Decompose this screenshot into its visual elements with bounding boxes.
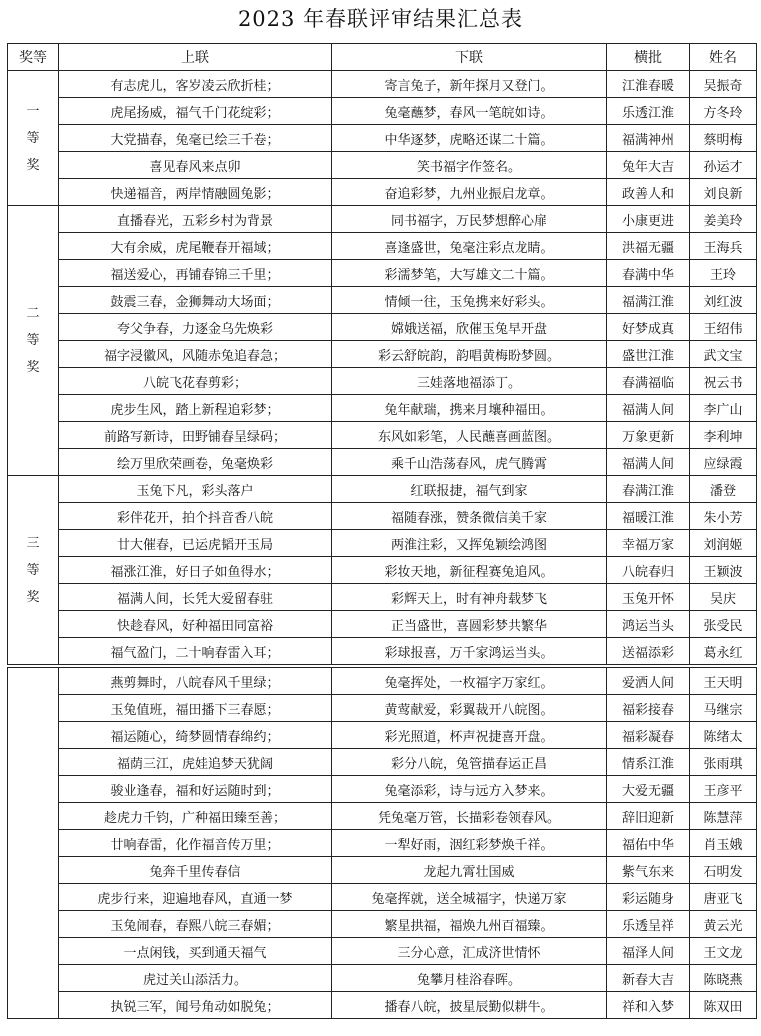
table-row bbox=[8, 611, 757, 638]
table-row bbox=[8, 476, 757, 503]
horizontal-scroll-cell: 鸿运当头 bbox=[607, 611, 690, 638]
lower-couplet-cell: 正当盛世，喜圆彩梦共繁华 bbox=[332, 611, 607, 638]
table-row bbox=[8, 368, 757, 395]
author-name-cell: 孙运才 bbox=[690, 152, 757, 179]
header-horizontal: 横批 bbox=[607, 44, 690, 71]
upper-couplet-cell: 虎步行来，迎遍地春风，直通一梦 bbox=[59, 884, 332, 911]
upper-couplet-cell: 绘万里欣荣画卷，兔毫焕彩 bbox=[59, 449, 332, 476]
lower-couplet-cell: 彩濡梦笔，大写雄文二十篇。 bbox=[332, 260, 607, 287]
author-name-cell: 陈慧萍 bbox=[690, 803, 757, 830]
table-row bbox=[8, 125, 757, 152]
lower-couplet-cell: 喜逢盛世，兔毫注彩点龙睛。 bbox=[332, 233, 607, 260]
author-name-cell: 潘登 bbox=[690, 476, 757, 503]
table-row bbox=[8, 749, 757, 776]
table-row bbox=[8, 722, 757, 749]
table-row bbox=[8, 584, 757, 611]
upper-couplet-cell: 虎过关山添活力。 bbox=[59, 965, 332, 992]
table-row bbox=[8, 530, 757, 557]
author-name-cell: 刘良新 bbox=[690, 179, 757, 206]
author-name-cell: 唐亚飞 bbox=[690, 884, 757, 911]
award-char: 等 bbox=[26, 130, 40, 146]
table-row bbox=[8, 152, 757, 179]
upper-couplet-cell: 夸父争春，力逐金乌先焕彩 bbox=[59, 314, 332, 341]
author-name-cell: 陈绪太 bbox=[690, 722, 757, 749]
horizontal-scroll-cell: 江淮春暖 bbox=[607, 71, 690, 98]
upper-couplet-cell: 有志虎儿，客岁凌云欣折桂； bbox=[59, 71, 332, 98]
table-row bbox=[8, 884, 757, 911]
lower-couplet-cell: 两淮注彩，又挥兔颖绘鸿图 bbox=[332, 530, 607, 557]
upper-couplet-cell: 执锐三军，闻号角动如脱兔； bbox=[59, 992, 332, 1019]
header-upper: 上联 bbox=[59, 44, 332, 71]
lower-couplet-cell: 兔毫添彩，诗与远方入梦来。 bbox=[332, 776, 607, 803]
lower-couplet-cell: 兔毫蘸梦，春风一笔皖如诗。 bbox=[332, 98, 607, 125]
lower-couplet-cell: 兔年献瑞，携来月壤种福田。 bbox=[332, 395, 607, 422]
author-name-cell: 马继宗 bbox=[690, 695, 757, 722]
author-name-cell: 李广山 bbox=[690, 395, 757, 422]
upper-couplet-cell: 快趁春风，好种福田同富裕 bbox=[59, 611, 332, 638]
lower-couplet-cell: 红联报捷，福气到家 bbox=[332, 476, 607, 503]
upper-couplet-cell: 骏业逢春，福和好运随时到； bbox=[59, 776, 332, 803]
lower-couplet-cell: 彩妆天地，新征程赛兔追风。 bbox=[332, 557, 607, 584]
lower-couplet-cell: 三娃落地福添丁。 bbox=[332, 368, 607, 395]
lower-couplet-cell: 凭兔毫万管，长描彩卷领春风。 bbox=[332, 803, 607, 830]
lower-couplet-cell: 三分心意，汇成济世情怀 bbox=[332, 938, 607, 965]
upper-couplet-cell: 玉兔下凡，彩头落户 bbox=[59, 476, 332, 503]
horizontal-scroll-cell: 送福添彩 bbox=[607, 638, 690, 667]
lower-couplet-cell: 彩球报喜，万千家鸿运当头。 bbox=[332, 638, 607, 667]
upper-couplet-cell: 福送爱心，再铺春锦三千里； bbox=[59, 260, 332, 287]
table-body bbox=[8, 71, 757, 1019]
award-char: 一 bbox=[26, 103, 40, 119]
upper-couplet-cell: 前路写新诗，田野铺春呈绿码； bbox=[59, 422, 332, 449]
upper-couplet-cell: 虎步生风，踏上新程追彩梦； bbox=[59, 395, 332, 422]
horizontal-scroll-cell: 乐透呈祥 bbox=[607, 911, 690, 938]
table-row bbox=[8, 695, 757, 722]
upper-couplet-cell: 大有余威，虎尾鞭春开福域； bbox=[59, 233, 332, 260]
author-name-cell: 李利坤 bbox=[690, 422, 757, 449]
lower-couplet-cell: 兔攀月桂浴春晖。 bbox=[332, 965, 607, 992]
horizontal-scroll-cell: 大爱无疆 bbox=[607, 776, 690, 803]
upper-couplet-cell: 玉兔值班，福田播下三春愿； bbox=[59, 695, 332, 722]
award-char: 二 bbox=[26, 306, 40, 321]
author-name-cell: 张雨琪 bbox=[690, 749, 757, 776]
table-row bbox=[8, 206, 757, 233]
horizontal-scroll-cell: 福满神州 bbox=[607, 125, 690, 152]
upper-couplet-cell: 兔奔千里传春信 bbox=[59, 857, 332, 884]
lower-couplet-cell: 彩辉天上，时有神舟载梦飞 bbox=[332, 584, 607, 611]
award-char: 等 bbox=[26, 333, 40, 348]
table-row bbox=[8, 638, 757, 667]
upper-couplet-cell: 廿大催春，已运虎韬开玉局 bbox=[59, 530, 332, 557]
table-row bbox=[8, 71, 757, 98]
author-name-cell: 吴振奇 bbox=[690, 71, 757, 98]
lower-couplet-cell: 寄言兔子，新年探月又登门。 bbox=[332, 71, 607, 98]
author-name-cell: 石明发 bbox=[690, 857, 757, 884]
horizontal-scroll-cell: 情系江淮 bbox=[607, 749, 690, 776]
table-row bbox=[8, 422, 757, 449]
award-level-cell bbox=[8, 666, 59, 1019]
upper-couplet-cell: 鼓震三春，金狮舞动大场面； bbox=[59, 287, 332, 314]
upper-couplet-cell: 八皖飞花春剪彩； bbox=[59, 368, 332, 395]
author-name-cell: 王玲 bbox=[690, 260, 757, 287]
results-table bbox=[7, 43, 757, 1019]
table-row bbox=[8, 992, 757, 1019]
lower-couplet-cell: 奋追彩梦，九州业振启龙章。 bbox=[332, 179, 607, 206]
table-row bbox=[8, 830, 757, 857]
horizontal-scroll-cell: 爱洒人间 bbox=[607, 666, 690, 695]
table-row bbox=[8, 449, 757, 476]
lower-couplet-cell: 播春八皖，披星辰勤似耕牛。 bbox=[332, 992, 607, 1019]
lower-couplet-cell: 情倾一往，玉兔携来好彩头。 bbox=[332, 287, 607, 314]
upper-couplet-cell: 福运随心，绮梦圆情春绵约； bbox=[59, 722, 332, 749]
upper-couplet-cell: 福满人间，长凭大爱留春驻 bbox=[59, 584, 332, 611]
table-row bbox=[8, 503, 757, 530]
author-name-cell: 刘红波 bbox=[690, 287, 757, 314]
horizontal-scroll-cell: 福彩凝春 bbox=[607, 722, 690, 749]
horizontal-scroll-cell: 乐透江淮 bbox=[607, 98, 690, 125]
award-level-cell bbox=[8, 206, 59, 476]
horizontal-scroll-cell: 春满中华 bbox=[607, 260, 690, 287]
horizontal-scroll-cell: 福满人间 bbox=[607, 449, 690, 476]
author-name-cell: 蔡明梅 bbox=[690, 125, 757, 152]
author-name-cell: 陈双田 bbox=[690, 992, 757, 1019]
horizontal-scroll-cell: 玉兔开怀 bbox=[607, 584, 690, 611]
author-name-cell: 陈晓燕 bbox=[690, 965, 757, 992]
horizontal-scroll-cell: 紫气东来 bbox=[607, 857, 690, 884]
horizontal-scroll-cell: 新春大吉 bbox=[607, 965, 690, 992]
author-name-cell: 王绍伟 bbox=[690, 314, 757, 341]
award-char: 奖 bbox=[26, 157, 40, 173]
award-level-cell bbox=[8, 71, 59, 206]
author-name-cell: 张受民 bbox=[690, 611, 757, 638]
lower-couplet-cell: 龙起九霄壮国威 bbox=[332, 857, 607, 884]
award-char: 奖 bbox=[26, 360, 40, 375]
author-name-cell: 姜美玲 bbox=[690, 206, 757, 233]
horizontal-scroll-cell: 祥和入梦 bbox=[607, 992, 690, 1019]
header-name: 姓名 bbox=[690, 44, 757, 71]
lower-couplet-cell: 东风如彩笔，人民蘸喜画蓝图。 bbox=[332, 422, 607, 449]
horizontal-scroll-cell: 福满江淮 bbox=[607, 287, 690, 314]
upper-couplet-cell: 福涨江淮，好日子如鱼得水； bbox=[59, 557, 332, 584]
horizontal-scroll-cell: 兔年大吉 bbox=[607, 152, 690, 179]
table-row bbox=[8, 341, 757, 368]
table-row bbox=[8, 938, 757, 965]
upper-couplet-cell: 虎尾扬威，福气千门花绽彩； bbox=[59, 98, 332, 125]
table-row bbox=[8, 395, 757, 422]
author-name-cell: 应绿霞 bbox=[690, 449, 757, 476]
header-lower: 下联 bbox=[332, 44, 607, 71]
upper-couplet-cell: 福气盈门，二十响春雷入耳； bbox=[59, 638, 332, 667]
author-name-cell: 吴庆 bbox=[690, 584, 757, 611]
author-name-cell: 祝云书 bbox=[690, 368, 757, 395]
upper-couplet-cell: 一点闲钱，买到通天福气 bbox=[59, 938, 332, 965]
table-row bbox=[8, 803, 757, 830]
lower-couplet-cell: 彩云舒皖韵，韵唱黄梅盼梦圆。 bbox=[332, 341, 607, 368]
table-row bbox=[8, 314, 757, 341]
author-name-cell: 武文宝 bbox=[690, 341, 757, 368]
lower-couplet-cell: 繁星拱福，福焕九州百福臻。 bbox=[332, 911, 607, 938]
upper-couplet-cell: 玉兔闹春，春熙八皖三春媚； bbox=[59, 911, 332, 938]
horizontal-scroll-cell: 盛世江淮 bbox=[607, 341, 690, 368]
award-char: 三 bbox=[26, 535, 40, 551]
upper-couplet-cell: 直播春光，五彩乡村为背景 bbox=[59, 206, 332, 233]
author-name-cell: 王文龙 bbox=[690, 938, 757, 965]
header-award: 奖等 bbox=[8, 44, 59, 71]
author-name-cell: 肖玉娥 bbox=[690, 830, 757, 857]
horizontal-scroll-cell: 小康更进 bbox=[607, 206, 690, 233]
upper-couplet-cell: 福字浸徽风，风随赤兔追春急； bbox=[59, 341, 332, 368]
horizontal-scroll-cell: 辞旧迎新 bbox=[607, 803, 690, 830]
lower-couplet-cell: 一犁好雨，洇红彩梦焕千祥。 bbox=[332, 830, 607, 857]
lower-couplet-cell: 黄莺献爱，彩翼裁开八皖图。 bbox=[332, 695, 607, 722]
upper-couplet-cell: 快递福音，两岸情融圆兔影； bbox=[59, 179, 332, 206]
table-row bbox=[8, 179, 757, 206]
author-name-cell: 王海兵 bbox=[690, 233, 757, 260]
author-name-cell: 王颖波 bbox=[690, 557, 757, 584]
table-row bbox=[8, 911, 757, 938]
table-row bbox=[8, 287, 757, 314]
lower-couplet-cell: 兔毫挥处，一枚福字万家红。 bbox=[332, 666, 607, 695]
table-row bbox=[8, 965, 757, 992]
horizontal-scroll-cell: 万象更新 bbox=[607, 422, 690, 449]
horizontal-scroll-cell: 福彩接春 bbox=[607, 695, 690, 722]
upper-couplet-cell: 彩伴花开，拍个抖音香八皖 bbox=[59, 503, 332, 530]
horizontal-scroll-cell: 福暖江淮 bbox=[607, 503, 690, 530]
author-name-cell: 葛永红 bbox=[690, 638, 757, 667]
lower-couplet-cell: 彩分八皖，兔管描春运正昌 bbox=[332, 749, 607, 776]
lower-couplet-cell: 中华逐梦，虎略还谋二十篇。 bbox=[332, 125, 607, 152]
horizontal-scroll-cell: 春满江淮 bbox=[607, 476, 690, 503]
horizontal-scroll-cell: 好梦成真 bbox=[607, 314, 690, 341]
author-name-cell: 黄云光 bbox=[690, 911, 757, 938]
lower-couplet-cell: 乘千山浩荡春风，虎气腾霄 bbox=[332, 449, 607, 476]
upper-couplet-cell: 大党描春，兔毫已绘三千卷； bbox=[59, 125, 332, 152]
award-char: 等 bbox=[26, 562, 40, 578]
upper-couplet-cell: 趁虎力千钧，广种福田臻至善； bbox=[59, 803, 332, 830]
page-title: 2023 年春联评审结果汇总表 bbox=[237, 7, 524, 31]
table-row bbox=[8, 666, 757, 695]
lower-couplet-cell: 兔毫挥就，送全城福字，快递万家 bbox=[332, 884, 607, 911]
author-name-cell: 刘润姬 bbox=[690, 530, 757, 557]
horizontal-scroll-cell: 彩运随身 bbox=[607, 884, 690, 911]
horizontal-scroll-cell: 幸福万家 bbox=[607, 530, 690, 557]
award-char: 奖 bbox=[26, 589, 40, 605]
author-name-cell: 王彦平 bbox=[690, 776, 757, 803]
author-name-cell: 朱小芳 bbox=[690, 503, 757, 530]
upper-couplet-cell: 福荫三江，虎娃追梦天犹阔 bbox=[59, 749, 332, 776]
lower-couplet-cell: 嫦娥送福，欣催玉兔早开盘 bbox=[332, 314, 607, 341]
upper-couplet-cell: 廿响春雷，化作福音传万里； bbox=[59, 830, 332, 857]
table-row bbox=[8, 857, 757, 884]
horizontal-scroll-cell: 八皖春归 bbox=[607, 557, 690, 584]
horizontal-scroll-cell: 福佑中华 bbox=[607, 830, 690, 857]
author-name-cell: 方冬玲 bbox=[690, 98, 757, 125]
upper-couplet-cell: 燕剪舞时，八皖春风千里绿； bbox=[59, 666, 332, 695]
horizontal-scroll-cell: 洪福无疆 bbox=[607, 233, 690, 260]
horizontal-scroll-cell: 福满人间 bbox=[607, 395, 690, 422]
horizontal-scroll-cell: 春满福临 bbox=[607, 368, 690, 395]
lower-couplet-cell: 彩光照道，杯声祝捷喜开盘。 bbox=[332, 722, 607, 749]
upper-couplet-cell: 喜见春风来点卯 bbox=[59, 152, 332, 179]
award-level-cell bbox=[8, 476, 59, 667]
table-row bbox=[8, 557, 757, 584]
table-row bbox=[8, 233, 757, 260]
horizontal-scroll-cell: 福泽人间 bbox=[607, 938, 690, 965]
lower-couplet-cell: 同书福字，万民梦想醉心扉 bbox=[332, 206, 607, 233]
table-row bbox=[8, 260, 757, 287]
header-row bbox=[8, 44, 757, 71]
horizontal-scroll-cell: 政善人和 bbox=[607, 179, 690, 206]
lower-couplet-cell: 福随春涨，赞条微信美千家 bbox=[332, 503, 607, 530]
lower-couplet-cell: 笑书福字作签名。 bbox=[332, 152, 607, 179]
table-row bbox=[8, 776, 757, 803]
author-name-cell: 王天明 bbox=[690, 666, 757, 695]
table-row bbox=[8, 98, 757, 125]
